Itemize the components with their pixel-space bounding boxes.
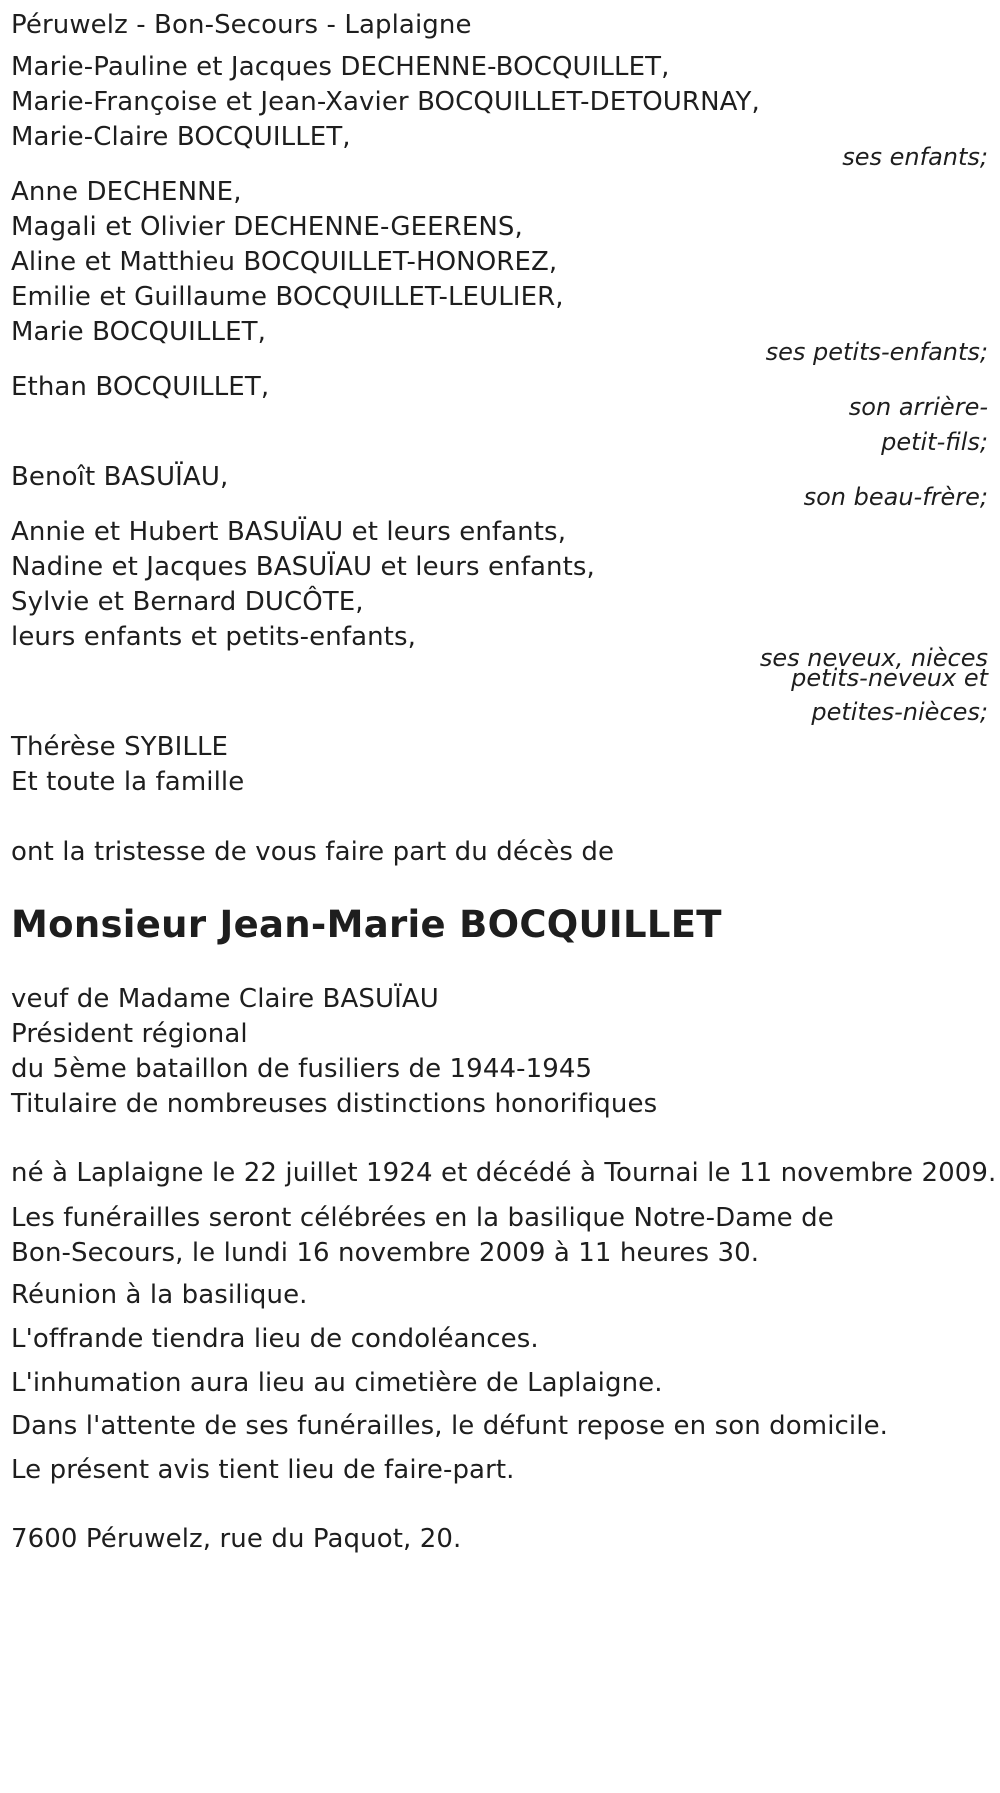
family-line-nephews-2: Nadine et Jacques BASUÏAU et leurs enfants, xyxy=(11,552,595,582)
note-notice: Le présent avis tient lieu de faire-part. xyxy=(11,1455,515,1485)
family-line-grandchildren-4: Emilie et Guillaume BOCQUILLET-LEULIER, xyxy=(11,282,564,312)
family-line-brother-in-law: Benoît BASUÏAU, xyxy=(11,462,229,492)
relation-children: ses enfants; xyxy=(842,143,988,171)
family-line-nephews-4: leurs enfants et petits-enfants, xyxy=(11,622,416,652)
relation-nephews-3: petites-nièces; xyxy=(811,698,988,726)
address-text: 7600 Péruwelz, rue du Paquot, 20. xyxy=(11,1524,462,1554)
birth-death-text: né à Laplaigne le 22 juillet 1924 et décédé à Tournai le 11 novembre 2009. xyxy=(11,1158,997,1188)
detail-line-4: Titulaire de nombreuses distinctions honorifiques xyxy=(11,1089,658,1119)
family-line-grandchildren-3: Aline et Matthieu BOCQUILLET-HONOREZ, xyxy=(11,247,558,277)
note-repose: Dans l'attente de ses funérailles, le défunt repose en son domicile. xyxy=(11,1411,889,1441)
family-line-children-1: Marie-Pauline et Jacques DECHENNE-BOCQUILLET, xyxy=(11,52,670,82)
note-gathering: Réunion à la basilique. xyxy=(11,1280,308,1310)
family-line-children-3: Marie-Claire BOCQUILLET, xyxy=(11,122,351,152)
announcement-text: ont la tristesse de vous faire part du décès de xyxy=(11,837,615,867)
deceased-name: Monsieur Jean-Marie BOCQUILLET xyxy=(11,903,722,946)
family-line-grandchildren-1: Anne DECHENNE, xyxy=(11,177,242,207)
detail-line-2: Président régional xyxy=(11,1019,248,1049)
funeral-line-1: Les funérailles seront célébrées en la basilique Notre-Dame de xyxy=(11,1203,834,1233)
family-line-grandchildren-2: Magali et Olivier DECHENNE-GEERENS, xyxy=(11,212,523,242)
detail-line-3: du 5ème bataillon de fusiliers de 1944-1945 xyxy=(11,1054,593,1084)
note-burial: L'inhumation aura lieu au cimetière de Laplaigne. xyxy=(11,1368,663,1398)
relation-nephews-2: petits-neveux et xyxy=(791,664,988,692)
family-line-grandchildren-5: Marie BOCQUILLET, xyxy=(11,317,266,347)
detail-line-1: veuf de Madame Claire BASUÏAU xyxy=(11,984,439,1014)
family-line-children-2: Marie-Françoise et Jean-Xavier BOCQUILLET-DETOURNAY, xyxy=(11,87,760,117)
relation-brother-in-law: son beau-frère; xyxy=(803,483,988,511)
relation-great-grandchild-1: son arrière- xyxy=(848,393,988,421)
relation-nephews-1: ses neveux, nièces xyxy=(759,644,988,672)
family-line-others-2: Et toute la famille xyxy=(11,767,245,797)
family-line-great-grandchild: Ethan BOCQUILLET, xyxy=(11,372,270,402)
relation-great-grandchild-2: petit-fils; xyxy=(881,428,988,456)
note-offering: L'offrande tiendra lieu de condoléances. xyxy=(11,1324,539,1354)
family-line-nephews-3: Sylvie et Bernard DUCÔTE, xyxy=(11,587,364,617)
header-locations: Péruwelz - Bon-Secours - Laplaigne xyxy=(11,10,472,40)
funeral-line-2: Bon-Secours, le lundi 16 novembre 2009 à 11 heures 30. xyxy=(11,1238,760,1268)
family-line-others-1: Thérèse SYBILLE xyxy=(11,732,229,762)
relation-grandchildren: ses petits-enfants; xyxy=(765,338,988,366)
family-line-nephews-1: Annie et Hubert BASUÏAU et leurs enfants, xyxy=(11,517,567,547)
